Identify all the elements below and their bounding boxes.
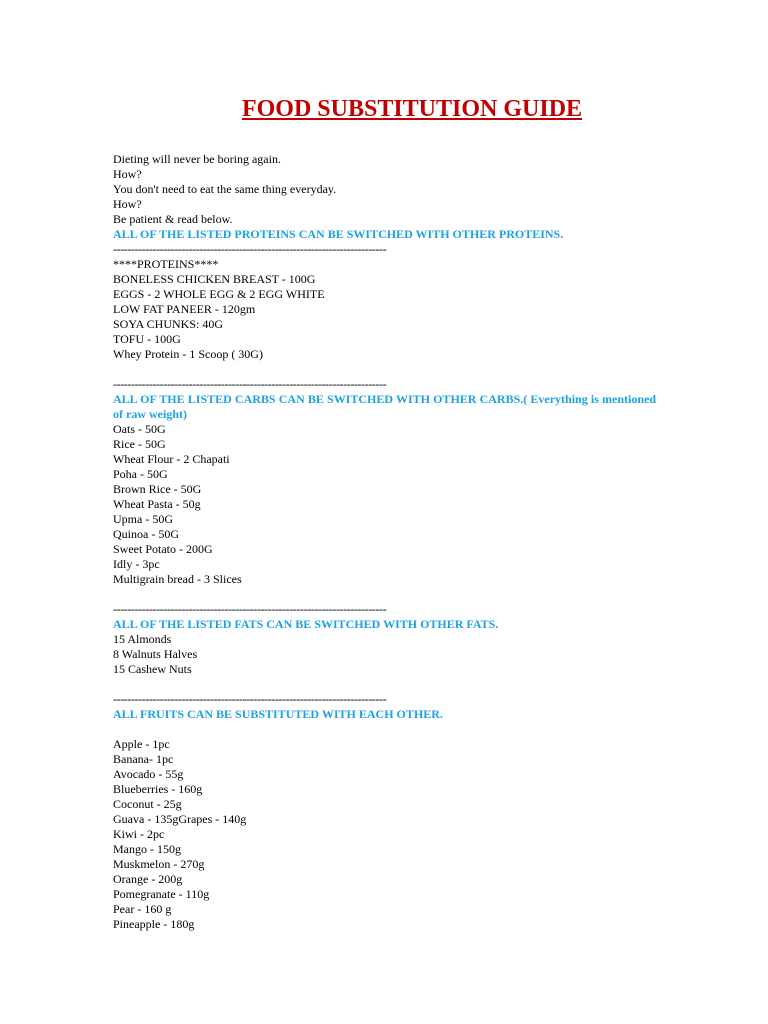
blank-line [113,677,656,692]
list-item: Blueberries - 160g [113,782,203,796]
intro-line: How? [113,197,142,211]
proteins-heading: ALL OF THE LISTED PROTEINS CAN BE SWITCHED WITH OTHER PROTEINS. [113,227,564,241]
list-item: EGGS - 2 WHOLE EGG & 2 EGG WHITE [113,287,325,301]
blank-line [113,722,656,737]
list-item: Sweet Potato - 200G [113,542,213,556]
carbs-section [113,392,656,617]
list-item: Pomegranate - 110g [113,887,210,901]
list-item: Idly - 3pc [113,557,160,571]
list-item: Apple - 1pc [113,737,170,751]
proteins-label: ****PROTEINS**** [113,257,219,271]
intro-line: Be patient & read below. [113,212,233,226]
list-item: SOYA CHUNKS: 40G [113,317,224,331]
separator: ---------------------------------------------------------------------------- [113,692,387,706]
blank-line [113,587,656,602]
separator: ---------------------------------------------------------------------------- [113,377,387,391]
list-item: 8 Walnuts Halves [113,647,198,661]
list-item: Quinoa - 50G [113,527,179,541]
list-item: Mango - 150g [113,842,181,856]
list-item: Muskmelon - 270g [113,857,205,871]
fats-heading: ALL OF THE LISTED FATS CAN BE SWITCHED WITH OTHER FATS. [113,617,499,631]
blank-line [113,362,656,377]
list-item: TOFU - 100G [113,332,181,346]
intro-section [113,152,656,227]
list-item: Wheat Pasta - 50g [113,497,201,511]
fats-section [113,617,656,707]
intro-line: How? [113,167,142,181]
separator: ---------------------------------------------------------------------------- [113,242,387,256]
document-body [113,152,656,932]
list-item: Avocado - 55g [113,767,184,781]
list-item: Upma - 50G [113,512,173,526]
list-item: 15 Almonds [113,632,172,646]
list-item: Oats - 50G [113,422,166,436]
list-item: Rice - 50G [113,437,166,451]
list-item: Brown Rice - 50G [113,482,202,496]
intro-line: You don't need to eat the same thing everyday. [113,182,337,196]
list-item: BONELESS CHICKEN BREAST - 100G [113,272,316,286]
carbs-heading: ALL OF THE LISTED CARBS CAN BE SWITCHED WITH OTHER CARBS.( Everything is mentioned of raw weight) [113,392,656,421]
list-item: Pineapple - 180g [113,917,195,931]
list-item: 15 Cashew Nuts [113,662,192,676]
list-item: Whey Protein - 1 Scoop ( 30G) [113,347,263,361]
separator: ---------------------------------------------------------------------------- [113,602,387,616]
fruits-heading: ALL FRUITS CAN BE SUBSTITUTED WITH EACH OTHER. [113,707,443,721]
list-item: Poha - 50G [113,467,168,481]
list-item: Guava - 135gGrapes - 140g [113,812,247,826]
page-title: FOOD SUBSTITUTION GUIDE [241,96,583,122]
list-item: Kiwi - 2pc [113,827,165,841]
list-item: LOW FAT PANEER - 120gm [113,302,256,316]
fruits-section [113,707,656,932]
list-item: Banana- 1pc [113,752,174,766]
list-item: Multigrain bread - 3 Slices [113,572,242,586]
intro-line: Dieting will never be boring again. [113,152,281,166]
list-item: Coconut - 25g [113,797,182,811]
proteins-section [113,227,656,392]
list-item: Orange - 200g [113,872,183,886]
list-item: Wheat Flour - 2 Chapati [113,452,230,466]
list-item: Pear - 160 g [113,902,172,916]
